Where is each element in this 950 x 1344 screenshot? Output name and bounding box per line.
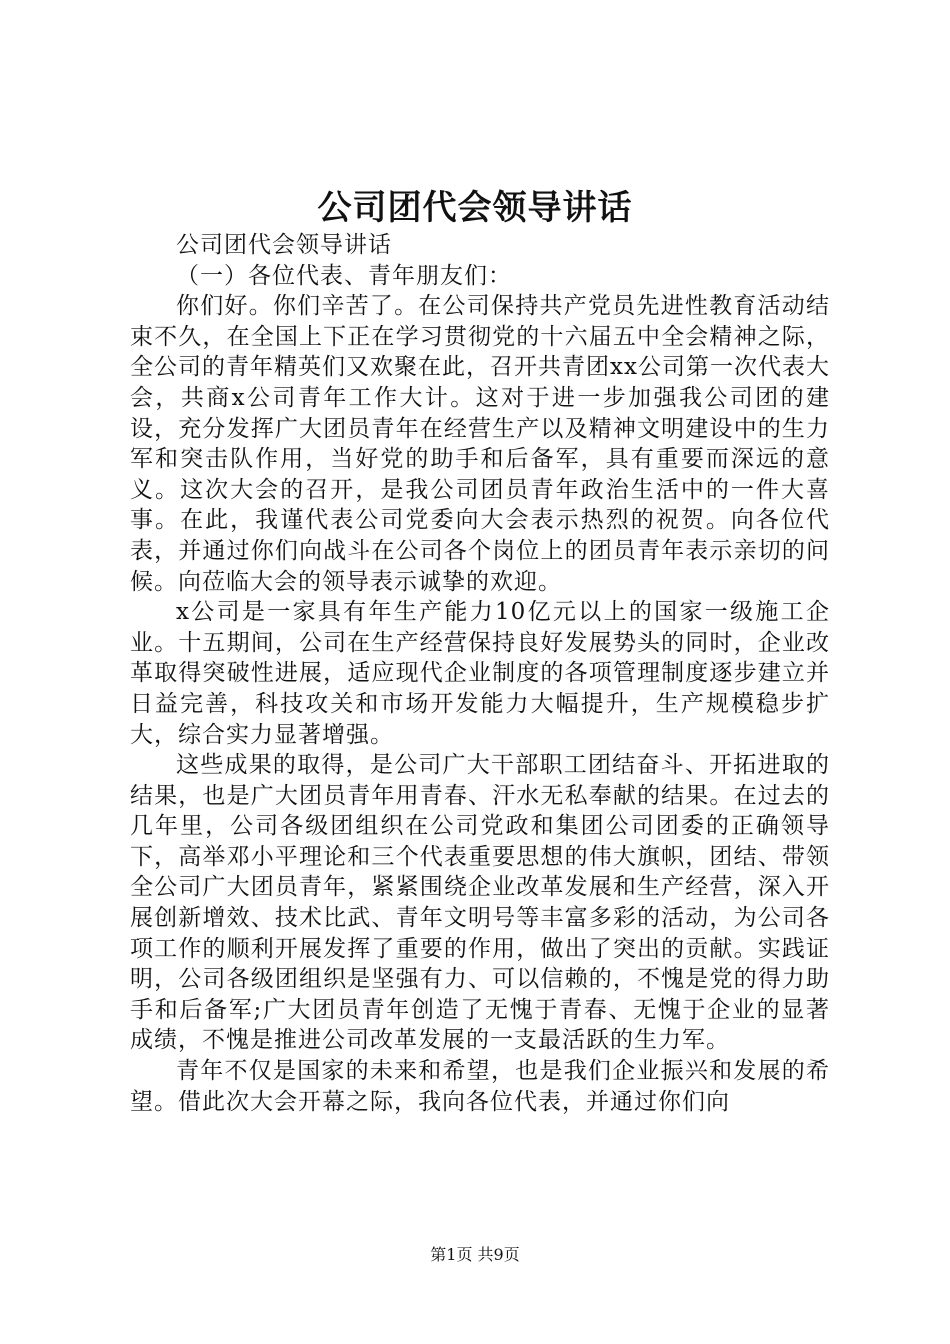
page-number-footer: 第1页 共9页 xyxy=(430,1245,520,1264)
paragraph-company-intro: x公司是一家具有年生产能力10亿元以上的国家一级施工企业。十五期间，公司在生产经营保持良好发展势头的同时，企业改革取得突破性进展，适应现代企业制度的各项管理制度逐步建立并日益完善，科技攻关和市场开发能力大幅提升，生产规模稳步扩大，综合实力显著增强。 xyxy=(130,599,830,748)
document-body xyxy=(130,230,830,1117)
paragraph-greeting: 你们好。你们辛苦了。在公司保持共产党员先进性教育活动结束不久，在全国上下正在学习贯彻党的十六届五中全会精神之际，全公司的青年精英们又欢聚在此，召开共青团xx公司第一次代表大会，共商x公司青年工作大计。这对于进一步加强我公司团的建设，充分发挥广大团员青年在经营生产以及精神文明建设中的生力军和突击队作用，当好党的助手和后备军，具有重要而深远的意义。这次大会的召开，是我公司团员青年政治生活中的一件大喜事。在此，我谨代表公司党委向大会表示热烈的祝贺。向各位代表，并通过你们向战斗在公司各个岗位上的团员青年表示亲切的问候。向莅临大会的领导表示诚挚的欢迎。 xyxy=(130,293,830,595)
paragraph-salutation: （一）各位代表、青年朋友们： xyxy=(176,262,512,289)
document-title: 公司团代会领导讲话 xyxy=(317,188,633,228)
paragraph-subtitle: 公司团代会领导讲话 xyxy=(176,232,392,258)
paragraph-achievements: 这些成果的取得，是公司广大干部职工团结奋斗、开拓进取的结果，也是广大团员青年用青春、汗水无私奉献的结果。在过去的几年里，公司各级团组织在公司党政和集团公司团委的正确领导下，高举邓小平理论和三个代表重要思想的伟大旗帜，团结、带领全公司广大团员青年，紧紧围绕企业改革发展和生产经营，深入开展创新增效、技术比武、青年文明号等丰富多彩的活动，为公司各项工作的顺利开展发挥了重要的作用，做出了突出的贡献。实践证明，公司各级团组织是坚强有力、可以信赖的，不愧是党的得力助手和后备军;广大团员青年创造了无愧于青春、无愧于企业的显著成绩，不愧是推进公司改革发展的一支最活跃的生力军。 xyxy=(130,752,830,1054)
paragraph-youth-hope: 青年不仅是国家的未来和希望，也是我们企业振兴和发展的希望。借此次大会开幕之际，我向各位代表，并通过你们向 xyxy=(130,1058,830,1115)
